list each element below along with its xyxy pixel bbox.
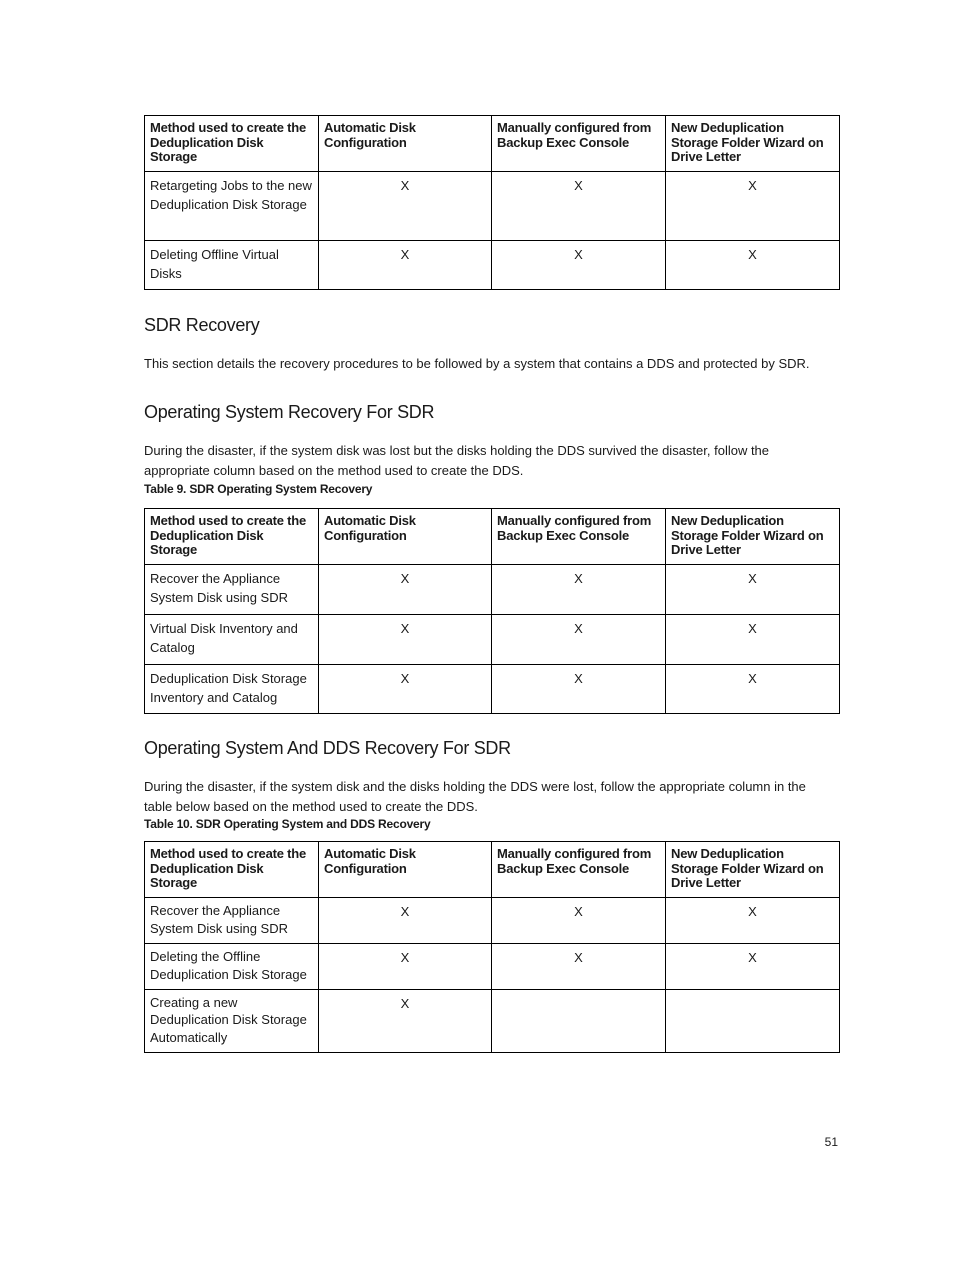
row-method: Creating a new Deduplication Disk Storage Automatically bbox=[145, 989, 319, 1052]
header-wizard: New Deduplication Storage Folder Wizard on Drive Letter bbox=[666, 509, 840, 565]
header-automatic: Automatic Disk Configuration bbox=[319, 509, 492, 565]
table-row bbox=[145, 614, 840, 664]
row-wizard-mark: X bbox=[666, 564, 840, 614]
table-row bbox=[145, 897, 840, 943]
table-row bbox=[145, 989, 840, 1052]
row-manual-mark: X bbox=[492, 664, 666, 713]
row-automatic-mark: X bbox=[319, 664, 492, 713]
section-heading-sdr-recovery: SDR Recovery bbox=[144, 315, 260, 335]
os-recovery-text: During the disaster, if the system disk was lost but the disks holding the DDS survived the disaster, follow the appropriate column based on the method used to create the DDS. bbox=[144, 443, 770, 478]
row-method: Deduplication Disk Storage Inventory and Catalog bbox=[145, 664, 319, 713]
row-wizard-mark: X bbox=[666, 240, 840, 289]
table-caption-9: Table 9. SDR Operating System Recovery bbox=[144, 482, 373, 496]
row-method: Deleting the Offline Deduplication Disk Storage bbox=[145, 943, 319, 989]
header-method: Method used to create the Deduplication Disk Storage bbox=[145, 509, 319, 565]
row-method: Recover the Appliance System Disk using SDR bbox=[145, 897, 319, 943]
row-wizard-mark: X bbox=[666, 897, 840, 943]
table-row bbox=[145, 943, 840, 989]
row-manual-mark: X bbox=[492, 943, 666, 989]
row-automatic-mark: X bbox=[319, 989, 492, 1052]
table-row bbox=[145, 564, 840, 614]
table-header-row bbox=[145, 116, 840, 172]
row-manual-mark: X bbox=[492, 240, 666, 289]
row-automatic-mark: X bbox=[319, 564, 492, 614]
row-wizard-mark: X bbox=[666, 171, 840, 240]
row-automatic-mark: X bbox=[319, 614, 492, 664]
os-dds-recovery-table bbox=[144, 841, 840, 1053]
header-manual: Manually configured from Backup Exec Console bbox=[492, 509, 666, 565]
row-automatic-mark: X bbox=[319, 171, 492, 240]
row-automatic-mark: X bbox=[319, 897, 492, 943]
header-manual: Manually configured from Backup Exec Console bbox=[492, 842, 666, 898]
header-manual: Manually configured from Backup Exec Console bbox=[492, 116, 666, 172]
header-method: Method used to create the Deduplication Disk Storage bbox=[145, 842, 319, 898]
row-manual-mark: X bbox=[492, 897, 666, 943]
table-row bbox=[145, 240, 840, 289]
header-wizard: New Deduplication Storage Folder Wizard on Drive Letter bbox=[666, 842, 840, 898]
page-number: 51 bbox=[824, 1135, 838, 1149]
section-heading-os-dds-recovery: Operating System And DDS Recovery For SDR bbox=[144, 738, 511, 758]
sdr-recovery-text: This section details the recovery procedures to be followed by a system that contains a DDS and protected by SDR. bbox=[144, 356, 810, 371]
header-automatic: Automatic Disk Configuration bbox=[319, 842, 492, 898]
os-dds-recovery-text: During the disaster, if the system disk and the disks holding the DDS were lost, follow the appropriate column in the table below based on the method used to create the DDS. bbox=[144, 779, 806, 814]
row-automatic-mark: X bbox=[319, 943, 492, 989]
table-header-row bbox=[145, 842, 840, 898]
header-wizard: New Deduplication Storage Folder Wizard on Drive Letter bbox=[666, 116, 840, 172]
row-manual-mark: X bbox=[492, 614, 666, 664]
table-row bbox=[145, 171, 840, 240]
row-manual-mark: X bbox=[492, 171, 666, 240]
table-row bbox=[145, 664, 840, 713]
row-wizard-mark: X bbox=[666, 943, 840, 989]
header-automatic: Automatic Disk Configuration bbox=[319, 116, 492, 172]
row-wizard-mark: X bbox=[666, 614, 840, 664]
section-heading-os-recovery: Operating System Recovery For SDR bbox=[144, 402, 435, 422]
row-wizard-mark: X bbox=[666, 664, 840, 713]
table-header-row bbox=[145, 509, 840, 565]
row-method: Recover the Appliance System Disk using SDR bbox=[145, 564, 319, 614]
os-recovery-table bbox=[144, 508, 840, 714]
row-method: Deleting Offline Virtual Disks bbox=[145, 240, 319, 289]
row-method: Retargeting Jobs to the new Deduplication Disk Storage bbox=[145, 171, 319, 240]
table-caption-10: Table 10. SDR Operating System and DDS Recovery bbox=[144, 817, 431, 831]
row-manual-mark bbox=[492, 989, 666, 1052]
dds-operations-table bbox=[144, 115, 840, 290]
row-method: Virtual Disk Inventory and Catalog bbox=[145, 614, 319, 664]
row-wizard-mark bbox=[666, 989, 840, 1052]
row-manual-mark: X bbox=[492, 564, 666, 614]
header-method: Method used to create the Deduplication Disk Storage bbox=[145, 116, 319, 172]
row-automatic-mark: X bbox=[319, 240, 492, 289]
